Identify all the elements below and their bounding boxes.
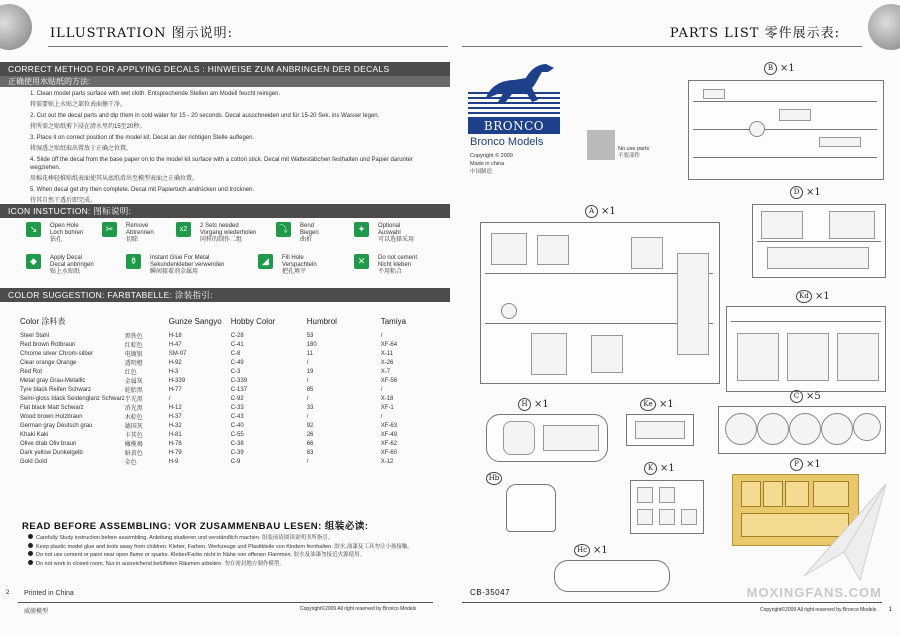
wheel-part bbox=[821, 413, 853, 445]
color-name: Red brown Rotbraun bbox=[20, 341, 76, 348]
color-cn: 橄榄褐 bbox=[124, 442, 143, 448]
part bbox=[531, 333, 567, 375]
note-item bbox=[28, 551, 413, 560]
color-row bbox=[20, 358, 430, 367]
gunze-code: H-339 bbox=[168, 377, 186, 384]
corner-ornament bbox=[0, 4, 32, 50]
tamiya-code: / bbox=[380, 386, 383, 393]
label-sprue-hb bbox=[486, 472, 505, 485]
fill-hole-icon: ◢ bbox=[258, 254, 273, 269]
sprue-hb bbox=[506, 484, 556, 532]
plane-shape bbox=[804, 484, 886, 580]
color-cn: 黑铁色 bbox=[124, 334, 143, 340]
sprue-count: ×1 bbox=[815, 291, 830, 302]
corner-ornament bbox=[868, 4, 900, 50]
col-gunze: Gunze Sangyo bbox=[168, 317, 222, 326]
bullet-icon bbox=[28, 534, 33, 539]
tamiya-code: X-12 bbox=[380, 458, 394, 465]
part bbox=[829, 211, 875, 239]
color-cn: 木棕色 bbox=[124, 415, 143, 421]
right-page bbox=[450, 0, 900, 636]
gunze-code: H-92 bbox=[168, 359, 182, 366]
color-cn: 透明橙 bbox=[124, 361, 143, 367]
col-cn bbox=[125, 314, 169, 331]
humbrol-code: 92 bbox=[306, 422, 314, 429]
color-cn: 半光黑 bbox=[124, 397, 143, 403]
sprue-letter: A bbox=[585, 205, 598, 218]
hobby-code: C-40 bbox=[230, 422, 244, 429]
color-name: Semi-gloss black Seidenglanz Schwarz bbox=[20, 395, 125, 402]
humbrol-code: 53 bbox=[306, 332, 314, 339]
color-row bbox=[20, 448, 430, 457]
gunze-code: H-9 bbox=[168, 458, 179, 465]
decal-method-bar-cn: 正确使用水贴纸的方法: bbox=[0, 76, 450, 87]
part bbox=[779, 109, 811, 121]
color-row bbox=[20, 385, 430, 394]
humbrol-code: / bbox=[306, 395, 309, 402]
x2-icon: x2 bbox=[176, 222, 191, 237]
step-line: 将需要贴上水贴之部位表面擦干净。 bbox=[30, 102, 127, 108]
sprue-runner bbox=[757, 241, 881, 242]
part bbox=[543, 425, 599, 451]
color-cn: 德国灰 bbox=[124, 424, 143, 430]
sprue-count: ×1 bbox=[593, 545, 608, 556]
gunze-code: H-3 bbox=[168, 368, 179, 375]
parts-list-header: PARTS LIST 零件展示表: bbox=[669, 26, 840, 41]
color-table bbox=[20, 314, 430, 466]
color-cn: 红色 bbox=[124, 370, 137, 376]
color-cn: 红棕色 bbox=[124, 343, 143, 349]
label-sprue-h bbox=[518, 398, 549, 411]
sprue-letter: Kd bbox=[796, 290, 812, 303]
color-row bbox=[20, 349, 430, 358]
header-rule bbox=[462, 46, 862, 47]
brand-band: BRONCO bbox=[468, 118, 560, 134]
bullet-icon bbox=[28, 560, 33, 565]
page-number: 2 bbox=[6, 590, 10, 596]
step-line: 将所需之贴纸剪下浸在清水里约15至20秒。 bbox=[30, 124, 146, 130]
note-item bbox=[28, 543, 413, 552]
decal-steps bbox=[30, 90, 440, 208]
watermark: MOXINGFANS.COM bbox=[746, 585, 882, 600]
color-row bbox=[20, 421, 430, 430]
col-humbrol: Humbrol bbox=[306, 317, 337, 326]
part bbox=[659, 509, 675, 525]
no-use-swatch bbox=[587, 130, 615, 160]
logo-stripe bbox=[468, 97, 560, 99]
do-not-cement-icon: ✕ bbox=[354, 254, 369, 269]
part bbox=[737, 333, 779, 381]
color-name: Clear orange Orange bbox=[20, 359, 77, 366]
color-name: Dark yellow Dunkelgelb bbox=[20, 449, 83, 456]
part bbox=[761, 211, 803, 239]
color-name: Chrome silver Chrom-silber bbox=[20, 350, 94, 357]
step-line: 3. Place it on correct position of the model kit. Decal an der richtigen Stelle auflegen. bbox=[30, 135, 255, 141]
tamiya-code: XF-1 bbox=[380, 404, 394, 411]
gunze-code: H-77 bbox=[168, 386, 182, 393]
icon-text: Fill Hole Verspachteln 把孔填平 bbox=[282, 255, 317, 275]
no-use-text: No use parts bbox=[618, 146, 650, 152]
part bbox=[635, 421, 685, 439]
brand-info bbox=[470, 152, 513, 176]
color-name: Olive drab Oliv braun bbox=[20, 440, 77, 447]
color-row bbox=[20, 376, 430, 385]
color-name: Gold Gold bbox=[20, 458, 48, 465]
no-use-text-cn: 不要部件 bbox=[618, 153, 641, 159]
gunze-code: SM-07 bbox=[168, 350, 187, 357]
color-cn: 轮胎黑 bbox=[124, 388, 143, 394]
humbrol-code: 66 bbox=[306, 440, 314, 447]
color-row bbox=[20, 430, 430, 439]
sprue-count: ×1 bbox=[806, 187, 821, 198]
step-line: 2. Cut out the decal parts and dip them in cold water for 15 - 20 seconds. Decal ausschneiden und für 15-20 Sek. ins Wasser legen. bbox=[30, 113, 380, 119]
sprue-hc bbox=[554, 560, 670, 592]
logo-stripe bbox=[468, 112, 560, 114]
brand-copyright: Copyright © 2009 bbox=[470, 153, 513, 159]
safety-notes bbox=[28, 534, 413, 568]
sprue-a bbox=[480, 222, 720, 384]
bronco-horse-logo bbox=[468, 58, 560, 120]
label-sprue-kd bbox=[796, 290, 830, 303]
tamiya-code: XF-62 bbox=[380, 440, 398, 447]
step-line: 用棉花棒轻推贴纸表面使其从底纸滑出至模型表面之正确位置。 bbox=[30, 176, 199, 182]
color-row bbox=[20, 457, 430, 466]
optional-icon: ✦ bbox=[354, 222, 369, 237]
hobby-code: C-33 bbox=[230, 404, 244, 411]
color-cn: 电镀银 bbox=[124, 352, 143, 358]
tamiya-code: XF-63 bbox=[380, 422, 398, 429]
label-sprue-c bbox=[790, 390, 821, 403]
label-sprue-ke bbox=[640, 398, 674, 411]
hobby-code: C-137 bbox=[230, 386, 248, 393]
icon-text: Optional Auswahl 可以选择采用 bbox=[378, 223, 415, 243]
tamiya-code: / bbox=[380, 413, 383, 420]
gunze-code: H-12 bbox=[168, 404, 182, 411]
brand-made-in-cn: 中国制造 bbox=[470, 169, 493, 175]
part bbox=[767, 247, 869, 269]
humbrol-code: 26 bbox=[306, 431, 314, 438]
sprue-d bbox=[752, 204, 886, 278]
step-line: 4. Slide off the decal from the base paper on to the model kit surface with a cotton stick. Decal mit Wattestäbchen festhalten und Papier darunter wegziehen. bbox=[30, 157, 413, 171]
page-number: 1 bbox=[888, 607, 892, 613]
humbrol-code: 85 bbox=[306, 386, 314, 393]
humbrol-code: / bbox=[306, 359, 309, 366]
color-row bbox=[20, 394, 430, 403]
part bbox=[681, 509, 697, 525]
icon-text: Open Hole Loch bohren 钻孔 bbox=[50, 223, 84, 243]
tamiya-code: X-7 bbox=[380, 368, 391, 375]
hobby-code: C-8 bbox=[230, 350, 241, 357]
gunze-code: H-78 bbox=[168, 440, 182, 447]
logo-stripe bbox=[468, 102, 560, 104]
sprue-ke bbox=[626, 414, 694, 446]
color-row bbox=[20, 403, 430, 412]
sprue-c bbox=[718, 406, 886, 454]
sprue-kd bbox=[726, 306, 886, 392]
humbrol-code: 33 bbox=[306, 404, 314, 411]
part bbox=[631, 237, 663, 269]
bend-icon: ⤵ bbox=[276, 222, 291, 237]
sprue-count: ×1 bbox=[659, 399, 674, 410]
sprue-letter: K bbox=[644, 462, 657, 475]
bullet-icon bbox=[28, 543, 33, 548]
hobby-code: C-3 bbox=[230, 368, 241, 375]
part bbox=[637, 509, 653, 525]
hobby-code: C-41 bbox=[230, 341, 244, 348]
part bbox=[537, 235, 569, 265]
label-sprue-k bbox=[644, 462, 675, 475]
bullet-icon bbox=[28, 551, 33, 556]
hobby-code: C-28 bbox=[230, 332, 244, 339]
pe-part bbox=[763, 481, 783, 507]
part bbox=[503, 421, 535, 455]
part bbox=[787, 333, 829, 381]
icon-text: Do not cement Nicht kleben 不用粘合 bbox=[378, 255, 418, 275]
humbrol-code: 11 bbox=[306, 350, 313, 357]
footer-rule bbox=[18, 602, 433, 603]
part bbox=[659, 487, 675, 503]
color-table-header bbox=[20, 314, 430, 331]
sprue-h bbox=[486, 414, 608, 462]
sprue-runner bbox=[693, 157, 877, 158]
icon-text: Instant Glue For Metal Sekundenkleber verwenden 瞬间接着剂金属用 bbox=[150, 255, 225, 275]
sprue-letter: Ke bbox=[640, 398, 656, 411]
note-text: Keep plastic model glue and tools away from children. Kleber, Farben, Werkzeuge und Plastikteile von Kindern fernhalten. 胶水,油漆及工具勿让小孩接触。 bbox=[36, 543, 413, 550]
color-name: Metal gray Grau-Metallic bbox=[20, 377, 86, 384]
paper-plane-icon bbox=[800, 480, 890, 590]
glue-icon: ⚱ bbox=[126, 254, 141, 269]
hobby-code: C-43 bbox=[230, 413, 244, 420]
gunze-code: H-47 bbox=[168, 341, 182, 348]
brand-made-in: Made in china bbox=[470, 161, 505, 167]
sprue-count: ×5 bbox=[806, 391, 821, 402]
color-name: Tyre black Reifen Schwarz bbox=[20, 386, 92, 393]
sprue-runner bbox=[693, 101, 877, 102]
tamiya-code: X-26 bbox=[380, 359, 394, 366]
header-rule bbox=[48, 46, 448, 47]
hobby-code: C-9 bbox=[230, 458, 241, 465]
step-line: 将湿透之贴纸取出置放于正确之位置。 bbox=[30, 146, 133, 152]
brand-name: Bronco Models bbox=[470, 136, 544, 148]
sprue-count: ×1 bbox=[601, 206, 616, 217]
color-suggestion-bar: COLOR SUGGESTION: FARBTABELLE: 涂装指引: bbox=[0, 288, 450, 302]
apply-decal-icon: ◆ bbox=[26, 254, 41, 269]
part bbox=[591, 335, 623, 373]
humbrol-code: 180 bbox=[306, 341, 317, 348]
icon-instruction-bar: ICON INSTUCTION: 图标说明: bbox=[0, 204, 450, 218]
sprue-letter: B bbox=[764, 62, 777, 75]
sprue-letter: D bbox=[790, 186, 803, 199]
part bbox=[491, 233, 527, 265]
humbrol-code: 83 bbox=[306, 449, 314, 456]
sprue-letter: Hc bbox=[574, 544, 590, 557]
part bbox=[703, 89, 725, 99]
label-sprue-a bbox=[585, 205, 616, 218]
step-line: 1. Clean model parts surface with wet cloth. Entsprechende Stellen am Modell feucht reinigen. bbox=[30, 91, 281, 97]
color-name: Red Rot bbox=[20, 368, 43, 375]
col-hobby: Hobby Color bbox=[230, 317, 276, 326]
footer-copyright: Copyright©2009 All right reserved by Bronco Models bbox=[760, 607, 877, 613]
step-line: 待其自然干透后即完成。 bbox=[30, 198, 97, 204]
sprue-runner bbox=[731, 321, 881, 322]
color-cn: 暗黄色 bbox=[124, 451, 143, 457]
sprue-letter: P bbox=[790, 458, 803, 471]
gunze-code: H-32 bbox=[168, 422, 182, 429]
hobby-code: C-49 bbox=[230, 359, 244, 366]
icon-text: Bend Biegen 曲折 bbox=[300, 223, 319, 243]
sprue-letter: Hb bbox=[486, 472, 502, 485]
part bbox=[501, 303, 517, 319]
tamiya-code: / bbox=[380, 332, 383, 339]
sprue-letter: C bbox=[790, 390, 803, 403]
wheel-part bbox=[853, 413, 881, 441]
no-use-legend bbox=[618, 146, 649, 160]
part bbox=[749, 121, 765, 137]
decal-method-bar: CORRECT METHOD FOR APPLYING DECALS : HINWEISE ZUM ANBRINGEN DER DECALS bbox=[0, 62, 450, 76]
color-name: Khaki Kaki bbox=[20, 431, 49, 438]
pe-part bbox=[741, 481, 761, 507]
read-before-title: READ BEFORE ASSEMBLING: VOR ZUSAMMENBAU LESEN: 组装必读: bbox=[22, 521, 369, 532]
sprue-b bbox=[688, 80, 884, 180]
wheel-part bbox=[757, 413, 789, 445]
col-color: Color 涂料表 bbox=[20, 317, 66, 326]
part bbox=[677, 253, 709, 355]
note-item bbox=[28, 560, 413, 569]
logo-stripe bbox=[468, 107, 560, 109]
part bbox=[819, 137, 861, 147]
tamiya-code: XF-56 bbox=[380, 377, 398, 384]
sprue-count: ×1 bbox=[780, 63, 795, 74]
footer-cn: 威骏模型 bbox=[24, 609, 49, 615]
label-sprue-hc bbox=[574, 544, 608, 557]
hobby-code: C-38 bbox=[230, 440, 244, 447]
sprue-count: ×1 bbox=[534, 399, 549, 410]
color-row bbox=[20, 340, 430, 349]
wheel-part bbox=[725, 413, 757, 445]
color-table-body bbox=[20, 331, 430, 466]
tamiya-code: XF-60 bbox=[380, 449, 398, 456]
gunze-code: / bbox=[168, 395, 171, 402]
part bbox=[837, 333, 879, 381]
humbrol-code: / bbox=[306, 458, 309, 465]
illustration-header: ILLUSTRATION 图示说明: bbox=[50, 26, 234, 41]
sprue-runner bbox=[693, 129, 877, 130]
color-name: Flat black Matt Schwarz bbox=[20, 404, 84, 411]
label-sprue-d bbox=[790, 186, 821, 199]
color-name: Steel Stahl bbox=[20, 332, 50, 339]
sprue-letter: H bbox=[518, 398, 531, 411]
wheel-part bbox=[789, 413, 821, 445]
note-text: Do not work in closed room. Nur in ausreichend belüfteten Räumen arbeiten. 勿在密封地方制作模型。 bbox=[36, 560, 285, 567]
hobby-code: C-92 bbox=[230, 395, 244, 402]
gunze-code: H-81 bbox=[168, 431, 182, 438]
color-cn: 金属灰 bbox=[124, 379, 143, 385]
footer-rule bbox=[462, 602, 882, 603]
color-name: Wood brown Holzbraun bbox=[20, 413, 83, 420]
sprue-count: ×1 bbox=[660, 463, 675, 474]
remove-icon: ✂ bbox=[102, 222, 117, 237]
humbrol-code: 19 bbox=[306, 368, 314, 375]
gunze-code: H-79 bbox=[168, 449, 182, 456]
hobby-code: C-339 bbox=[230, 377, 248, 384]
note-text: Carefully Study instruction before assembling. Anleitung studieren und verständlich machen. 组装前请阅读说明书所指引。 bbox=[36, 535, 334, 541]
kit-code: CB-35047 bbox=[470, 588, 511, 597]
humbrol-code: / bbox=[306, 377, 309, 384]
color-row bbox=[20, 331, 430, 340]
hobby-code: C-39 bbox=[230, 449, 244, 456]
label-sprue-p bbox=[790, 458, 821, 471]
col-tamiya: Tamiya bbox=[380, 317, 407, 326]
hobby-code: C-55 bbox=[230, 431, 244, 438]
gunze-code: H-18 bbox=[168, 332, 182, 339]
part bbox=[637, 487, 653, 503]
color-cn: 金色 bbox=[124, 460, 137, 466]
color-cn: 卡其色 bbox=[124, 433, 143, 439]
color-row bbox=[20, 439, 430, 448]
printed-in-china: Printed in China bbox=[24, 590, 74, 597]
color-row bbox=[20, 367, 430, 376]
gunze-code: H-37 bbox=[168, 413, 182, 420]
color-row bbox=[20, 412, 430, 421]
tamiya-code: XF-64 bbox=[380, 341, 398, 348]
tamiya-code: X-18 bbox=[380, 395, 394, 402]
label-sprue-b bbox=[764, 62, 795, 75]
step-line: 5. When decal get dry then complete. Decal mit Papiertuch andrücken und trocknen. bbox=[30, 187, 255, 193]
icon-text: Remove Abtrennen 切除 bbox=[126, 223, 154, 243]
color-name: German gray Deutsch grau bbox=[20, 422, 93, 429]
tamiya-code: X-11 bbox=[380, 350, 393, 357]
icon-text: 2 Sets needed Vorgang wiederholen 同样的制作二组 bbox=[200, 223, 257, 243]
sprue-count: ×1 bbox=[806, 459, 821, 470]
note-item bbox=[28, 534, 413, 543]
open-hole-icon: ↘ bbox=[26, 222, 41, 237]
icon-text: Apply Decal Decal anbringen 贴上水贴纸 bbox=[50, 255, 94, 275]
tamiya-code: XF-49 bbox=[380, 431, 398, 438]
humbrol-code: / bbox=[306, 413, 309, 420]
color-cn: 消光黑 bbox=[124, 406, 143, 412]
note-text: Do not use cement or paint near open flame or sparks. Kleber/Farbe nicht in Nähe von offenen Flammen. 胶水及油漆勿接近火源使用。 bbox=[36, 552, 366, 558]
sprue-k bbox=[630, 480, 704, 534]
footer-copyright: Copyright©2009 All right reserved by Bronco Models bbox=[300, 606, 417, 612]
